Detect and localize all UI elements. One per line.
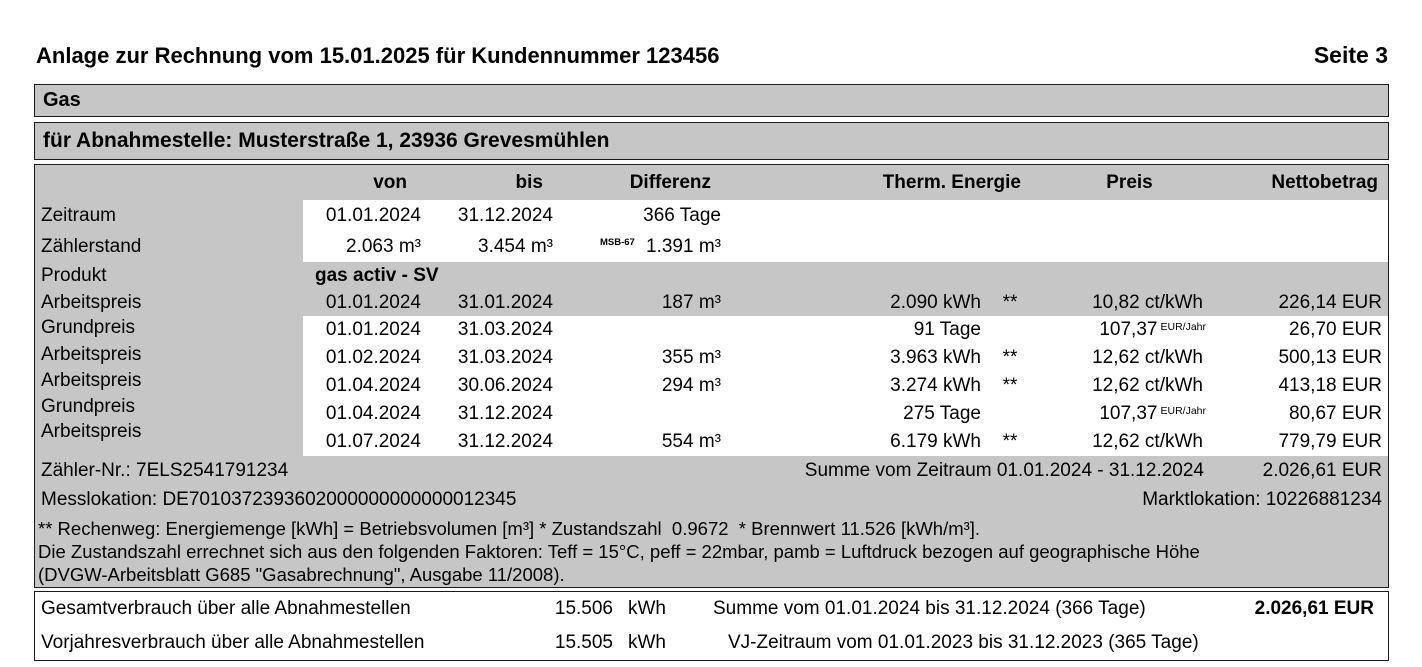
- page-title: Anlage zur Rechnung vom 15.01.2025 für Kundennummer 123456: [36, 43, 720, 68]
- cell-differenz: 187 m³: [661, 292, 721, 313]
- cell-netto: 26,70 EUR: [1289, 319, 1382, 340]
- cell-von: 01.01.2024: [325, 292, 421, 313]
- summary-period: Summe vom 01.01.2024 bis 31.12.2024 (366 Tage): [713, 598, 1146, 619]
- summary-amount: 2.026,61 EUR: [1254, 598, 1374, 619]
- meter-footer-row-2: [35, 485, 1388, 514]
- cell-differenz: 355 m³: [661, 347, 721, 368]
- meter-number: Zähler-Nr.: 7ELS2541791234: [41, 460, 289, 481]
- summary-period: VJ-Zeitraum vom 01.01.2023 bis 31.12.2023 (365 Tage): [728, 632, 1199, 653]
- cell-netto: 779,79 EUR: [1278, 431, 1382, 452]
- cell-energie: 6.179 kWh: [890, 431, 981, 452]
- col-header-bis: bis: [515, 172, 543, 193]
- cell-netto: 80,67 EUR: [1289, 403, 1382, 424]
- cell-bis: 31.12.2024: [457, 403, 553, 424]
- footnote-marker: **: [1002, 431, 1018, 452]
- note-rechenweg: ** Rechenweg: Energiemenge [kWh] = Betriebsvolumen [m³] * Zustandszahl 0.9672 * Brennwert 11.526 [kWh/m³].: [38, 518, 981, 539]
- footnote-marker: **: [1002, 375, 1018, 396]
- summary-label: Vorjahresverbrauch über alle Abnahmestellen: [41, 632, 425, 653]
- table-row-grundpreis: [35, 316, 1388, 344]
- calculation-notes: [35, 514, 1388, 590]
- cell-von: 01.01.2024: [325, 319, 421, 340]
- summary-label: Gesamtverbrauch über alle Abnahmestellen: [41, 598, 411, 619]
- cell-bis: 31.01.2024: [457, 292, 553, 313]
- row-label: Grundpreis: [41, 396, 135, 417]
- cell-energie: 3.963 kWh: [890, 347, 981, 368]
- table-row-produkt: [35, 262, 1388, 289]
- summary-value: 15.505: [554, 632, 613, 653]
- cell-von: 01.04.2024: [325, 403, 421, 424]
- cell-von: 01.07.2024: [325, 431, 421, 452]
- meter-footer-row-1: [35, 456, 1388, 485]
- cell-preis: 12,62 ct/kWh: [1092, 375, 1203, 396]
- period-sum-value: 2.026,61 EUR: [1262, 460, 1382, 481]
- cell-preis: 12,62 ct/kWh: [1092, 431, 1203, 452]
- page-number: Seite 3: [1313, 42, 1388, 68]
- cell-bis: 31.03.2024: [457, 319, 553, 340]
- col-header-preis: Preis: [1106, 172, 1153, 193]
- col-header-von: von: [373, 172, 407, 193]
- consumption-summary-box: [34, 591, 1389, 661]
- cell-bis: 31.12.2024: [457, 431, 553, 452]
- note-zustandszahl: Die Zustandszahl errechnet sich aus den folgenden Faktoren: Teff = 15°C, peff = 22mbar, pamb = Luftdruck bezogen auf geographische Höhe: [38, 541, 1200, 562]
- col-header-differenz: Differenz: [629, 172, 711, 193]
- cell-differenz: 294 m³: [661, 375, 721, 396]
- product-name: gas activ - SV: [315, 265, 439, 286]
- summary-row-gesamtverbrauch: [35, 592, 1388, 626]
- cell-differenz: 366 Tage: [643, 205, 721, 226]
- header-spacer: [35, 165, 303, 200]
- cell-bis: 31.03.2024: [457, 347, 553, 368]
- cell-von: 01.01.2024: [325, 205, 421, 226]
- note-dvgw: (DVGW-Arbeitsblatt G685 "Gasabrechnung", Ausgabe 11/2008).: [38, 564, 565, 585]
- cell-von: 2.063 m³: [346, 236, 421, 257]
- cell-bis: 31.12.2024: [457, 205, 553, 226]
- cell-energie: 3.274 kWh: [890, 375, 981, 396]
- cell-preis: 107,37 $^{EUR/Jahr}$: [1099, 319, 1206, 340]
- table-header-row: [35, 165, 1388, 200]
- cell-differenz: MSB-67 1.391 m³: [555, 231, 721, 262]
- footnote-marker: **: [1002, 347, 1018, 368]
- col-header-therm-energie: Therm. Energie: [882, 172, 1021, 193]
- row-label: Arbeitspreis: [41, 344, 142, 365]
- summary-amount: [1180, 626, 1388, 660]
- cell-netto: 226,14 EUR: [1278, 292, 1382, 313]
- row-label: Zählerstand: [41, 236, 142, 257]
- table-row-arbeitspreis: [35, 289, 1388, 316]
- delivery-point-label: für Abnahmestelle: Musterstraße 1, 23936 Grevesmühlen: [43, 129, 610, 152]
- row-label: Arbeitspreis: [41, 421, 142, 442]
- row-label: Arbeitspreis: [41, 292, 142, 313]
- eur-jahr-superscript: EUR/Jahr: [1160, 405, 1206, 417]
- cell-von: 01.04.2024: [325, 375, 421, 396]
- table-row-arbeitspreis: [35, 421, 1388, 456]
- marktlokation-id: Marktlokation: 10226881234: [1142, 489, 1382, 510]
- row-label: Grundpreis: [41, 317, 135, 338]
- eur-jahr-superscript: EUR/Jahr: [1160, 321, 1206, 333]
- row-label: Produkt: [41, 265, 107, 286]
- cell-netto: 500,13 EUR: [1278, 347, 1382, 368]
- cell-energie: 91 Tage: [913, 319, 981, 340]
- cell-energie: 275 Tage: [903, 403, 981, 424]
- col-header-nettobetrag: Nettobetrag: [1271, 172, 1378, 193]
- cell-preis: 12,62 ct/kWh: [1092, 347, 1203, 368]
- row-label: Arbeitspreis: [41, 370, 142, 391]
- section-band-delivery-point: [34, 122, 1389, 160]
- title-bar: [36, 42, 1388, 69]
- summary-unit: kWh: [628, 632, 666, 653]
- cell-netto: 413,18 EUR: [1278, 375, 1382, 396]
- cell-differenz: 554 m³: [661, 431, 721, 452]
- cell-von: 01.02.2024: [325, 347, 421, 368]
- footnote-marker: **: [1002, 292, 1018, 313]
- msb-superscript: MSB-67: [600, 237, 635, 248]
- row-label: Zeitraum: [41, 205, 116, 226]
- cell-bis: 3.454 m³: [478, 236, 553, 257]
- billing-table: [34, 164, 1389, 588]
- summary-unit: kWh: [628, 598, 666, 619]
- period-sum-label: Summe vom Zeitraum 01.01.2024 - 31.12.2024: [804, 460, 1204, 481]
- section-band-gas: [34, 84, 1389, 117]
- messlokation-id: Messlokation: DE7010372393602000000000000012345: [41, 489, 517, 510]
- cell-preis: 10,82 ct/kWh: [1092, 292, 1203, 313]
- cell-energie: 2.090 kWh: [890, 292, 981, 313]
- summary-value: 15.506: [554, 598, 613, 619]
- summary-row-vorjahresverbrauch: [35, 626, 1388, 660]
- section-category-label: Gas: [43, 89, 81, 111]
- table-row-zaehlerstand: [35, 231, 1388, 262]
- cell-preis: 107,37 $^{EUR/Jahr}$: [1099, 403, 1206, 424]
- cell-bis: 30.06.2024: [457, 375, 553, 396]
- table-row-zeitraum: [35, 200, 1388, 231]
